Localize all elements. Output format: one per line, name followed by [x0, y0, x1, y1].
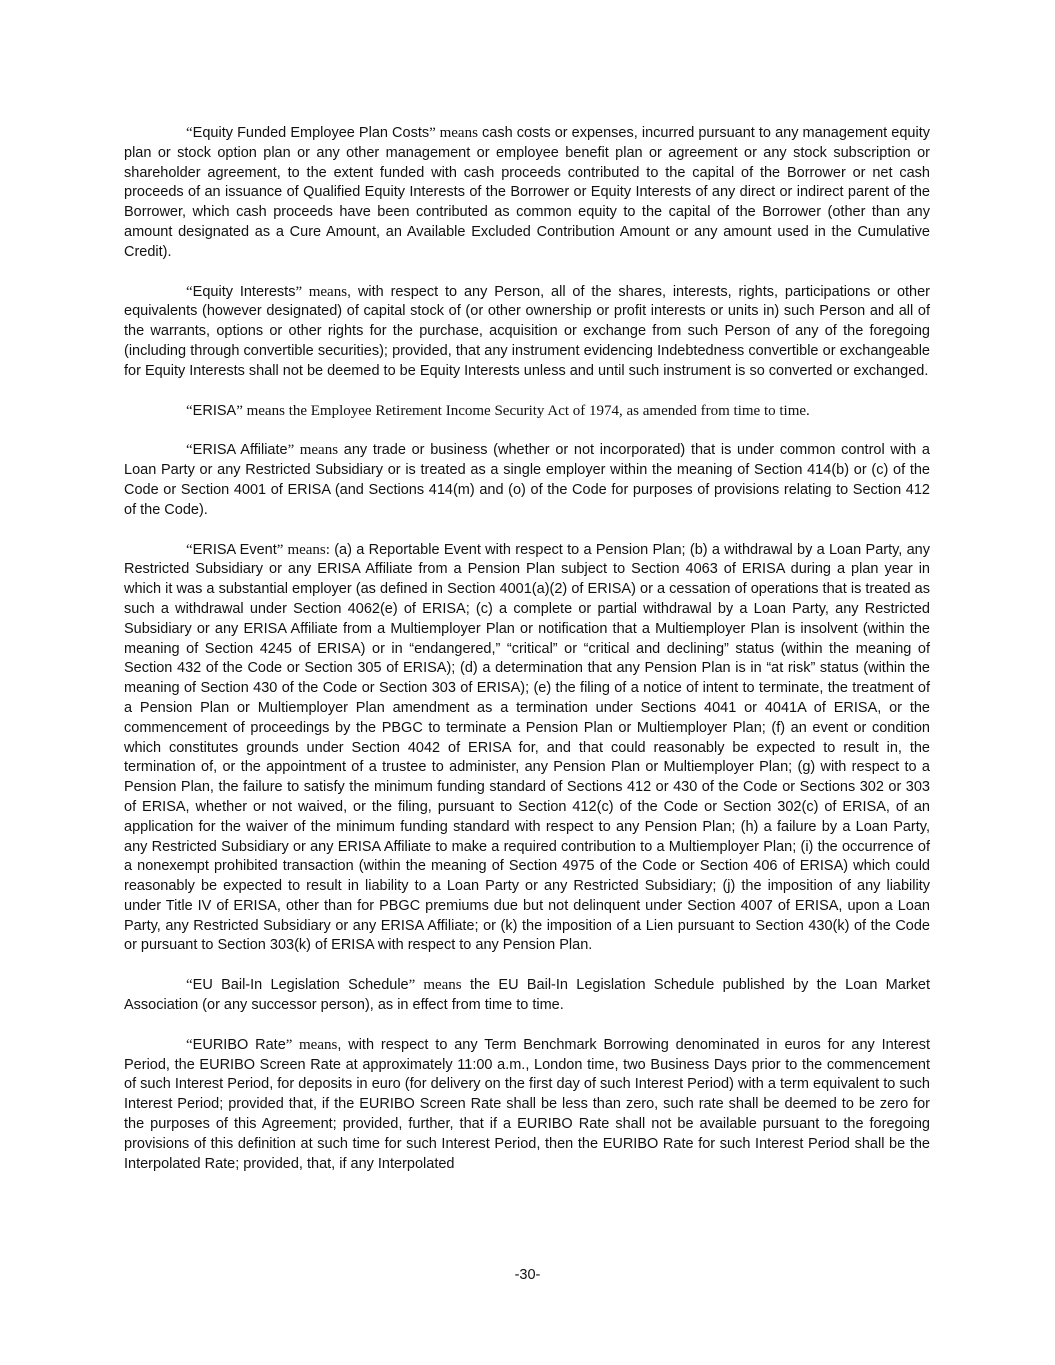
definition-eu-bail-in-legislation-schedule [124, 976, 930, 1016]
defined-term: ERISA Event [192, 541, 277, 558]
definition-equity-interests [124, 283, 930, 382]
close-quote: ” [295, 283, 303, 300]
means-verb: means [242, 402, 285, 419]
open-quote: “ [186, 125, 193, 141]
open-quote: “ [186, 442, 193, 459]
open-quote: “ [186, 283, 193, 300]
defined-term: ERISA Affiliate [192, 442, 288, 459]
definition-body: cash costs or expenses, incurred pursuant to any management equity plan or stock option plan or any other management or employee benefit plan or agreement or any stock subscription or shareholder agreement, to the extent funded with cash proceeds contributed to the capital of the Borrower or net cash proceeds of an issuance of Qualified Equity Interests of the Borrower or Equity Interests of any direct or indirect parent of the Borrower, which cash proceeds have been contributed as common equity to the capital of the Borrower (other than any amount designated as a Cure Amount, an Available Excluded Contribution Amount or any amount used in the Cumulative Credit). [124, 125, 930, 260]
definition-body: (a) a Reportable Event with respect to a Pension Plan; (b) a withdrawal by a Loan Party, any Restricted Subsidiary or any ERISA Affiliate from a Pension Plan subject to Section 4063 of ERISA during a plan year in which it was a substantial employer (as defined in Section 4001(a)(2) of ERISA) or a cessation of operations that is treated as such a withdrawal under Section 4062(e) of ERISA; (c) a complete or partial withdrawal by a Loan Party, any Restricted Subsidiary or any ERISA Affiliate from a Multiemployer Plan or notification that a Multiemployer Plan is insolvent (within the meaning of Section 4245 of ERISA) or in “endangered,” “critical” or “critical and declining” status (within the meaning of Section 432 of the Code or Section 305 of ERISA); (d) a determination that any Pension Plan is in “at risk” status (within the meaning of Section 430 of the Code or Section 303 of ERISA); (e) the filing of a notice of intent to terminate, the treatment of a Pension Plan or Multiemployer Plan amendment as a termination under Sections 4041 or 4041A of ERISA, or the commencement of proceedings by the PBGC to terminate a Pension Plan or Multiemployer Plan; (f) an event or condition which constitutes grounds under Section 4042 of ERISA for, and that could reasonably be expected to result in, the termination of, or the appointment of a trustee to administer, any Pension Plan or Multiemployer Plan; (g) with respect to a Pension Plan, the failure to satisfy the minimum funding standard of Sections 412 or 430 of the Code or Sections 302 or 303 of ERISA, whether or not waived, or the filing, pursuant to Section 412(c) of the Code or Section 302(c) of ERISA, of an application for the waiver of the minimum funding standard with respect to any Pension Plan; (h) a failure by a Loan Party, any Restricted Subsidiary or any ERISA Affiliate to make a required contribution to a Multiemployer Plan; (i) the occurrence of a nonexempt prohibited transaction (within the meaning of Section 4975 of the Code or Section 406 of ERISA) which could reasonably be expected to result in liability to a Loan Party or any Restricted Subsidiary; (j) the imposition of any liability under Title IV of ERISA, other than for PBGC premiums due but not delinquent under Section 4007 of ERISA, upon a Loan Party, any Restricted Subsidiary or any ERISA Affiliate; or (k) the imposition of a Lien pursuant to Section 430(k) of the Code or pursuant to Section 303(k) of ERISA with respect to any Pension Plan. [124, 541, 930, 954]
means-verb: means [435, 125, 478, 141]
close-quote: ” [429, 125, 436, 141]
means-verb: means [302, 283, 348, 300]
open-quote: “ [186, 402, 193, 419]
means-verb: means [294, 442, 339, 459]
close-quote: ” [276, 541, 284, 558]
open-quote: “ [186, 1036, 193, 1053]
defined-term: ERISA [192, 402, 237, 419]
definition-body: , with respect to any Term Benchmark Borrowing denominated in euros for any Interest Period, the EURIBO Screen Rate at approximately 11:00 a.m., London time, two Business Days prior to the commencement of such Interest Period, for deposits in euro (for delivery on the first day of such Interest Period) with a term equivalent to such Interest Period; provided that, if the EURIBO Screen Rate shall be less than zero, such rate shall be deemed to be zero for the purposes of this Agreement; provided, further, that if a EURIBO Rate shall not be available pursuant to the foregoing provisions of this definition at such time for such Interest Period, then the EURIBO Rate for such Interest Period shall be the Interpolated Rate; provided, that, if any Interpolated [124, 1036, 930, 1172]
definition-erisa-affiliate [124, 441, 930, 520]
defined-term: EU Bail-In Legislation Schedule [192, 977, 409, 994]
definition-equity-funded-employee-plan-costs [124, 124, 930, 263]
document-page [124, 124, 930, 1194]
close-quote: ” [285, 1036, 293, 1053]
definition-euribo-rate [124, 1036, 930, 1175]
definition-erisa [124, 402, 930, 422]
page-number: -30- [514, 1267, 541, 1283]
defined-term: Equity Interests [192, 283, 296, 300]
definition-body: , with respect to any Person, all of the shares, interests, rights, participations or other equivalents (however designated) of capital stock of (or other ownership or profit interests or units in) such Person and all of the warrants, options or other rights for the purchase, acquisition or exchange from such Person of any of the foregoing (including through convertible securities); provided, that any instrument evidencing Indebtedness convertible or exchangeable for Equity Interests shall not be deemed to be Equity Interests unless and until such instrument is so converted or exchanged. [124, 283, 930, 379]
definition-body: the Employee Retirement Income Security Act of 1974, as amended from time to time. [284, 402, 810, 419]
means-verb: means: [283, 541, 330, 558]
means-verb: means [292, 1036, 338, 1053]
defined-term: Equity Funded Employee Plan Costs [192, 125, 430, 141]
definition-body: the EU Bail-In Legislation Schedule published by the Loan Market Association (or any successor person), as in effect from time to time. [124, 977, 930, 1014]
definition-body: any trade or business (whether or not incorporated) that is under common control with a Loan Party or any Restricted Subsidiary or is treated as a single employer within the meaning of Section 414(b) or (c) of the Code or Section 4001 of ERISA (and Sections 414(m) and (o) of the Code for purposes of provisions relating to Section 412 of the Code). [124, 442, 930, 518]
close-quote: ” [236, 402, 243, 419]
open-quote: “ [186, 977, 193, 994]
close-quote: ” [287, 442, 295, 459]
definition-erisa-event [124, 541, 930, 957]
defined-term: EURIBO Rate [192, 1036, 286, 1053]
close-quote: ” [408, 977, 416, 994]
means-verb: means [415, 977, 462, 994]
open-quote: “ [186, 541, 193, 558]
